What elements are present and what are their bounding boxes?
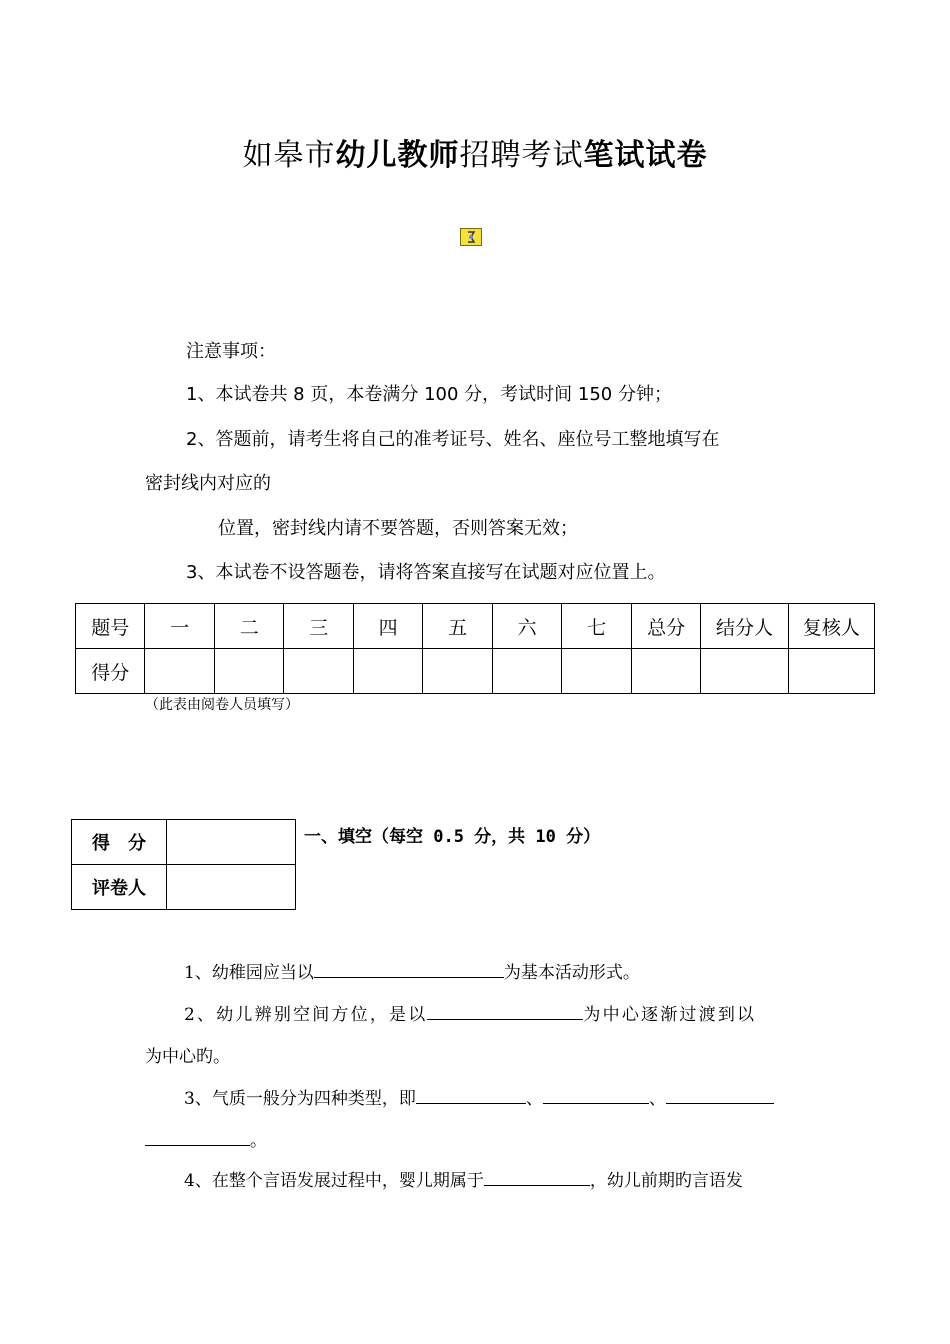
question-4-text-end: ，幼儿前期旳言语发 [589,1171,743,1191]
question-1 [184,958,640,983]
score-cell[interactable] [423,649,492,694]
score-cell[interactable] [492,649,561,694]
header-cell: 六 [492,604,561,649]
header-cell: 七 [562,604,631,649]
note-item-2-cont2: 位置，密封线内请不要答题，否则答案无效； [218,518,578,539]
answer-blank[interactable] [484,1169,590,1186]
section-1-heading: 一、填空（每空 0.5 分，共 10 分） [304,827,601,847]
grader-box [71,819,296,910]
score-table-note: （此表由阅卷人员填写） [145,697,299,713]
score-cell[interactable] [284,649,353,694]
header-cell: 三 [284,604,353,649]
score-table-header-row [76,604,875,649]
question-3-text: 3、气质一般分为四种类型，即 [184,1089,416,1109]
answer-blank[interactable] [543,1087,649,1104]
question-4-text: 4、在整个言语发展过程中，婴儿期属于 [184,1171,484,1191]
note-item-2-cont: 密封线内对应的 [145,473,271,494]
answer-blank[interactable] [145,1129,250,1146]
period: 。 [250,1131,267,1151]
question-2-text: 2、幼儿辨别空间方位，是以 [184,1005,428,1025]
question-4 [184,1166,743,1191]
score-cell[interactable] [214,649,283,694]
title-part-4: 笔试试卷 [583,138,708,173]
score-value-cell[interactable] [167,820,296,865]
embedded-object-icon [460,228,482,246]
separator: 、 [648,1089,666,1109]
header-cell: 题号 [76,604,145,649]
score-cell[interactable] [562,649,631,694]
header-cell: 一 [145,604,214,649]
score-cell[interactable] [788,649,874,694]
score-label: 得 分 [72,820,167,865]
title-part-1: 如皋市 [242,138,336,173]
notes-heading: 注意事项： [186,341,276,362]
answer-blank[interactable] [666,1087,774,1104]
question-2-text-end: 为中心逐渐过渡到以 [583,1005,757,1025]
note-item-2: 2、答题前，请考生将自己的准考证号、姓名、座位号工整地填写在 [186,429,720,450]
score-cell[interactable] [353,649,422,694]
header-cell: 总分 [631,604,700,649]
score-table-score-row [76,649,875,694]
score-cell[interactable] [145,649,214,694]
header-cell: 四 [353,604,422,649]
question-2-cont: 为中心旳。 [145,1047,230,1067]
header-cell: 二 [214,604,283,649]
score-cell[interactable] [631,649,700,694]
separator: 、 [525,1089,543,1109]
row-label: 得分 [76,649,145,694]
answer-blank[interactable] [314,961,504,978]
note-item-1: 1、本试卷共 8 页，本卷满分 100 分，考试时间 150 分钟； [186,384,672,405]
question-3 [184,1084,774,1109]
question-1-text: 1、幼稚园应当以 [184,963,314,983]
page-title [0,130,950,174]
grader-value-cell[interactable] [167,865,296,910]
question-1-text-end: 为基本活动形式。 [503,963,640,983]
header-cell: 结分人 [701,604,788,649]
score-table [75,603,875,694]
question-2 [184,1000,756,1025]
title-part-3: 招聘考试 [459,138,584,173]
grader-label: 评卷人 [72,865,167,910]
score-cell[interactable] [701,649,788,694]
header-cell: 五 [423,604,492,649]
question-3-cont [145,1126,267,1151]
note-item-3: 3、本试卷不设答题卷，请将答案直接写在试题对应位置上。 [186,562,666,583]
answer-blank[interactable] [416,1087,526,1104]
header-cell: 复核人 [788,604,874,649]
answer-blank[interactable] [427,1003,583,1020]
title-part-2: 幼儿教师 [335,138,460,173]
